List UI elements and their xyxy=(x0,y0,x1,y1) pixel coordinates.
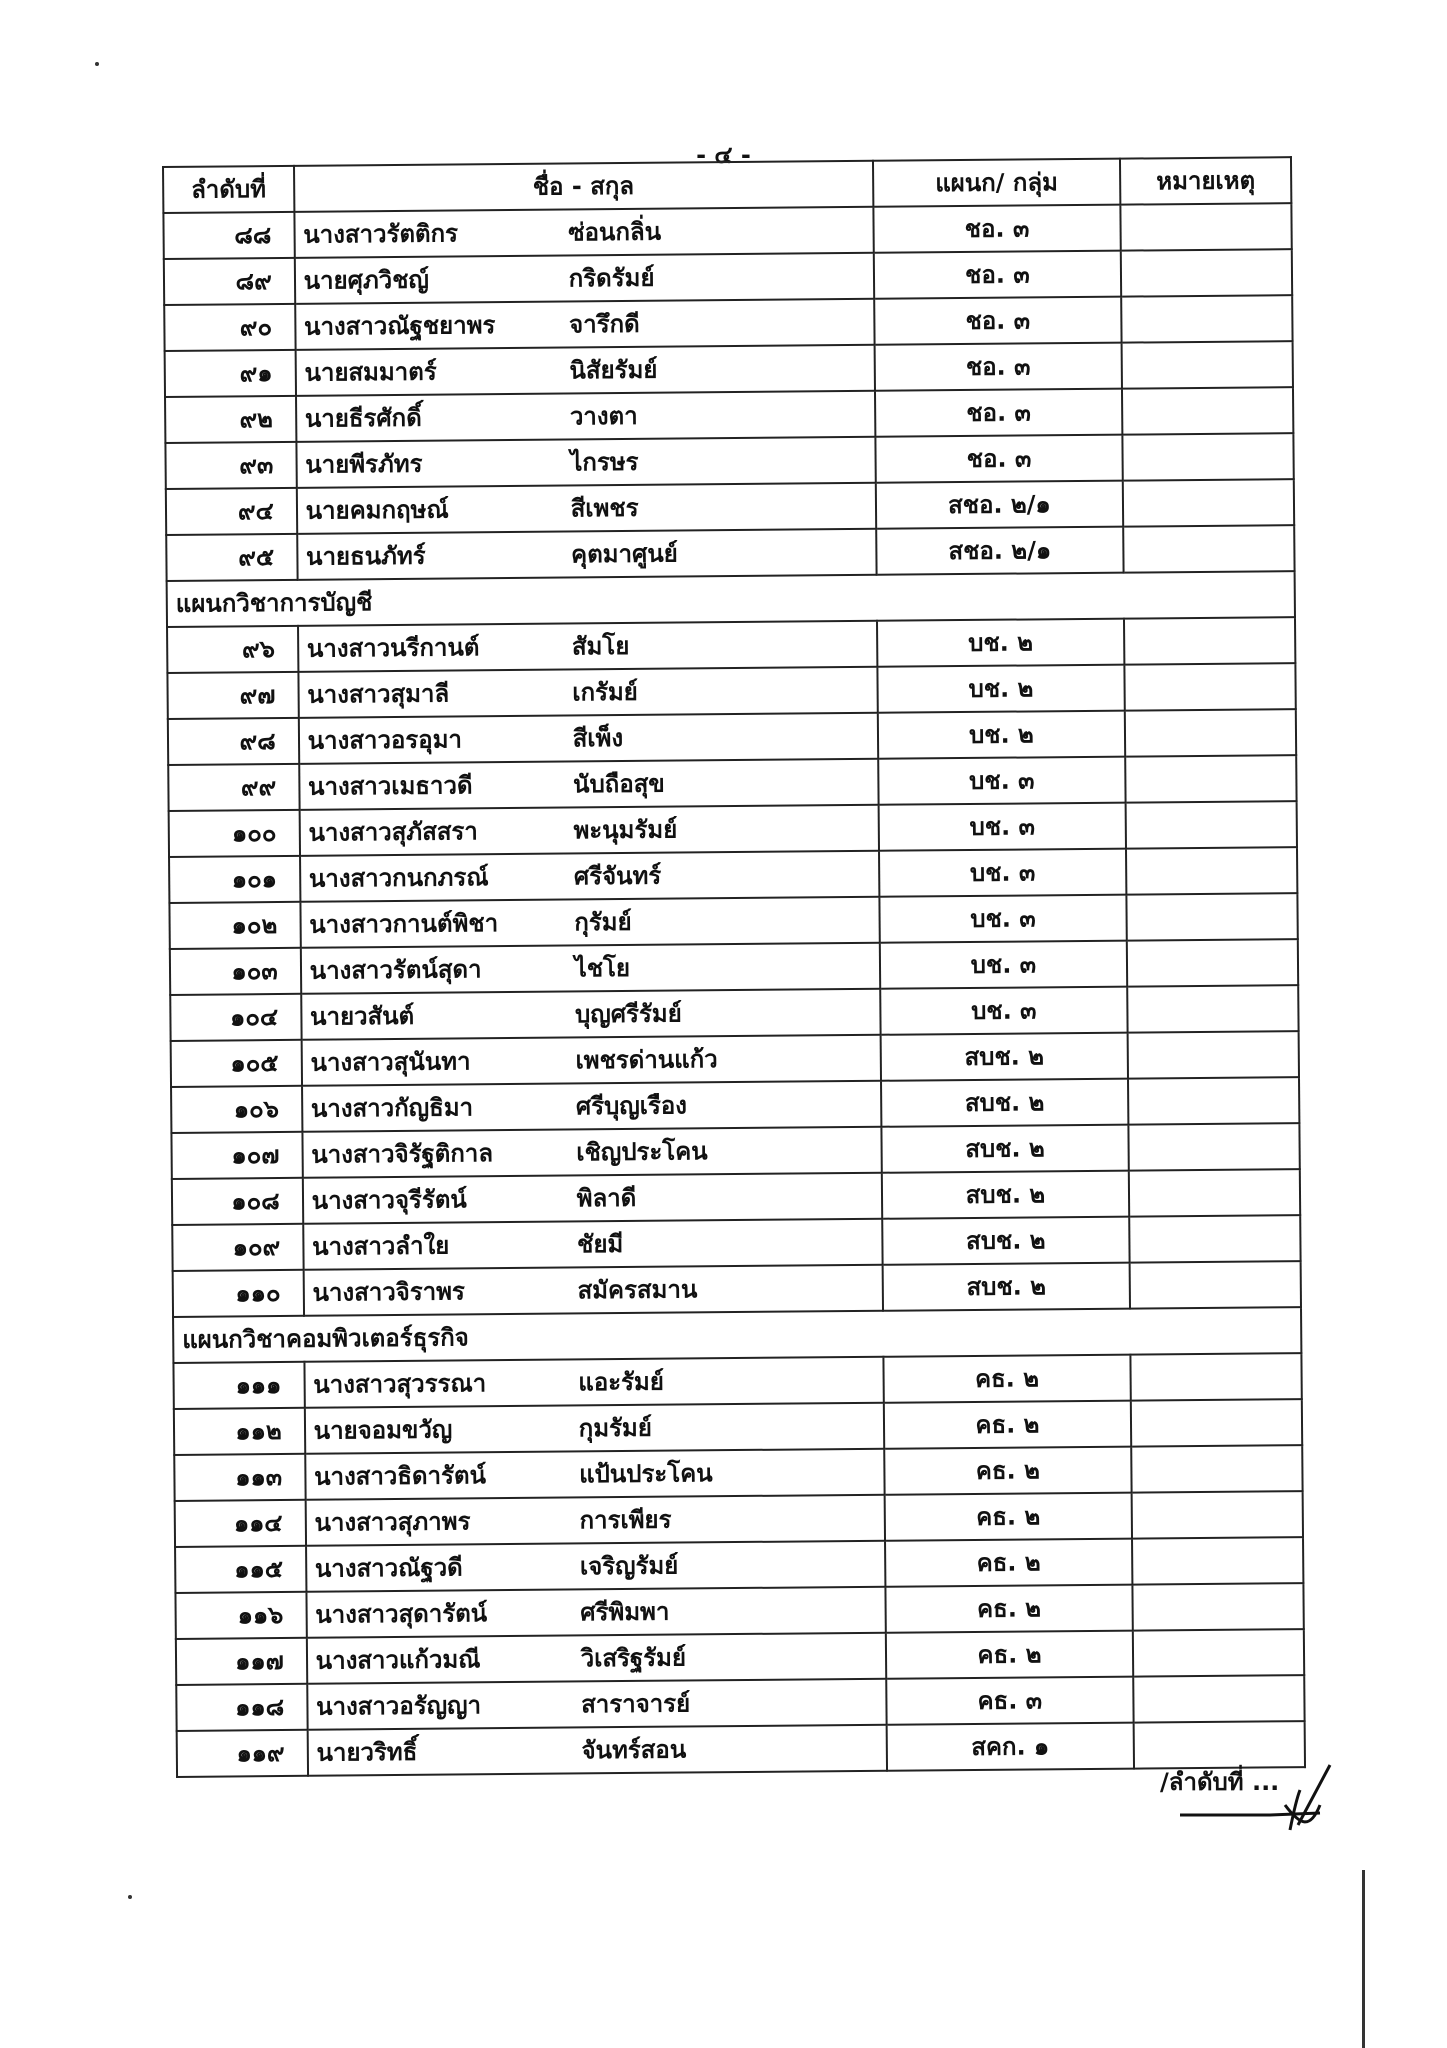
row-number: ๑๑๗ xyxy=(176,1638,307,1685)
first-name: นางสาวอรอุมา xyxy=(307,725,463,755)
last-name: วางตา xyxy=(569,401,638,431)
full-name-cell xyxy=(298,621,877,672)
group-cell: ชอ. ๓ xyxy=(875,435,1123,483)
row-number: ๙๓ xyxy=(165,442,296,489)
row-number: ๙๑ xyxy=(165,350,296,397)
group-cell: บช. ๓ xyxy=(880,987,1128,1035)
note-cell xyxy=(1126,893,1297,940)
row-number: ๑๑๕ xyxy=(175,1546,306,1593)
header-note: หมายเหตุ xyxy=(1120,157,1291,204)
first-name: นายสมมาตร์ xyxy=(304,357,437,387)
row-number: ๙๘ xyxy=(168,718,299,765)
header-name: ชื่อ - สกุล xyxy=(294,161,873,212)
group-cell: คธ. ๒ xyxy=(884,1447,1132,1495)
last-name: นิสัยรัมย์ xyxy=(569,355,658,385)
first-name: นางสาวณัฐชยาพร xyxy=(303,311,496,341)
row-number: ๙๙ xyxy=(168,764,299,811)
last-name: เจริญรัมย์ xyxy=(579,1551,679,1581)
note-cell xyxy=(1122,341,1293,388)
group-cell: คธ. ๒ xyxy=(884,1493,1132,1541)
scan-speck xyxy=(95,62,99,66)
full-name-cell xyxy=(302,1127,881,1178)
note-cell xyxy=(1126,801,1297,848)
row-number: ๑๑๒ xyxy=(174,1408,305,1455)
full-name-cell xyxy=(296,437,875,488)
note-cell xyxy=(1123,525,1294,572)
full-name-cell xyxy=(295,345,874,396)
header-group: แผนก/ กลุ่ม xyxy=(873,159,1121,207)
note-cell xyxy=(1133,1629,1304,1676)
last-name: สาราจารย์ xyxy=(581,1689,691,1719)
group-cell: บช. ๒ xyxy=(877,619,1125,667)
row-number: ๘๘ xyxy=(163,212,294,259)
group-cell: ชอ. ๓ xyxy=(875,389,1123,437)
first-name: นางสาวจุรีรัตน์ xyxy=(311,1185,467,1215)
full-name-cell xyxy=(299,713,878,764)
last-name: สมัครสมาน xyxy=(577,1275,698,1305)
group-cell: บช. ๓ xyxy=(879,895,1127,943)
row-number: ๑๐๖ xyxy=(171,1086,302,1133)
group-cell: บช. ๓ xyxy=(878,803,1126,851)
row-number: ๙๐ xyxy=(164,304,295,351)
note-cell xyxy=(1126,847,1297,894)
first-name: นางสาวสุวรรณา xyxy=(313,1369,487,1399)
note-cell xyxy=(1128,1077,1299,1124)
last-name: สัมโย xyxy=(571,631,630,661)
row-number: ๑๑๑ xyxy=(173,1362,304,1409)
row-number: ๙๔ xyxy=(166,488,297,535)
last-name: คุตมาศูนย์ xyxy=(570,539,678,569)
last-name: ศรีพิมพา xyxy=(580,1597,670,1627)
last-name: นับถือสุข xyxy=(572,769,665,799)
row-number: ๑๐๔ xyxy=(170,994,301,1041)
note-cell xyxy=(1132,1537,1303,1584)
row-number: ๑๑๖ xyxy=(175,1592,306,1639)
group-cell: ชอ. ๓ xyxy=(873,205,1121,253)
full-name-cell xyxy=(300,851,879,902)
full-name-cell xyxy=(298,667,877,718)
group-cell: สบช. ๒ xyxy=(882,1171,1130,1219)
full-name-cell xyxy=(296,391,875,442)
row-number: ๑๑๔ xyxy=(175,1500,306,1547)
last-name: จันทร์สอน xyxy=(581,1735,687,1765)
table-row xyxy=(177,1721,1305,1777)
row-number: ๑๑๓ xyxy=(174,1454,305,1501)
first-name: นางสาวสุนันทา xyxy=(310,1047,471,1077)
first-name: นายศุภวิชญ์ xyxy=(303,265,430,295)
first-name: นายธนภัทร์ xyxy=(305,541,426,571)
note-cell xyxy=(1129,1169,1300,1216)
group-cell: คธ. ๒ xyxy=(884,1401,1132,1449)
full-name-cell xyxy=(306,1541,885,1592)
last-name: เกรัมย์ xyxy=(572,677,638,707)
group-cell: บช. ๓ xyxy=(879,849,1127,897)
last-name: สีเพ็ง xyxy=(572,723,624,753)
continued-note: /ลำดับที่ ... xyxy=(1160,1768,1280,1796)
first-name: นางสาวแก้วมณี xyxy=(315,1645,481,1675)
note-cell xyxy=(1131,1445,1302,1492)
last-name: พะนุมรัมย์ xyxy=(573,815,678,845)
note-cell xyxy=(1129,1215,1300,1262)
full-name-cell xyxy=(305,1449,884,1500)
first-name: นางสาวสุภัสสรา xyxy=(308,817,478,847)
group-cell: บช. ๒ xyxy=(878,711,1126,759)
row-number: ๑๐๘ xyxy=(172,1178,303,1225)
group-cell: บช. ๓ xyxy=(880,941,1128,989)
note-cell xyxy=(1131,1399,1302,1446)
signature xyxy=(1170,1745,1350,1855)
row-number: ๑๐๑ xyxy=(169,856,300,903)
group-cell: สบช. ๒ xyxy=(881,1079,1129,1127)
group-cell: ชอ. ๓ xyxy=(874,251,1122,299)
note-cell xyxy=(1124,617,1295,664)
note-cell xyxy=(1132,1491,1303,1538)
note-cell xyxy=(1127,939,1298,986)
last-name: กุมรัมย์ xyxy=(578,1413,652,1443)
full-name-cell xyxy=(303,1173,882,1224)
first-name: นางสาวธิดารัตน์ xyxy=(314,1461,487,1491)
row-number: ๙๖ xyxy=(167,626,298,673)
group-cell: สบช. ๒ xyxy=(880,1033,1128,1081)
last-name: ไกรษร xyxy=(570,447,639,477)
row-number: ๘๙ xyxy=(164,258,295,305)
first-name: นางสาวเมธาวดี xyxy=(307,771,473,801)
first-name: นางสาวลำใย xyxy=(312,1231,450,1261)
full-name-cell xyxy=(307,1679,886,1730)
group-cell: สคก. ๑ xyxy=(886,1723,1134,1771)
group-cell: สบช. ๒ xyxy=(882,1217,1130,1265)
full-name-cell xyxy=(297,529,876,580)
first-name: นายพีรภัทร xyxy=(305,449,423,479)
group-cell: คธ. ๒ xyxy=(883,1355,1131,1403)
last-name: จารึกดี xyxy=(568,309,640,339)
row-number: ๑๐๓ xyxy=(170,948,301,995)
first-name: นางสาวสุภาพร xyxy=(314,1507,471,1537)
last-name: ไชโย xyxy=(574,953,631,983)
full-name-cell xyxy=(301,1035,880,1086)
group-cell: คธ. ๒ xyxy=(886,1631,1134,1679)
note-cell xyxy=(1133,1675,1304,1722)
note-cell xyxy=(1120,203,1291,250)
last-name: กริดรัมย์ xyxy=(568,263,655,293)
row-number: ๙๒ xyxy=(165,396,296,443)
row-number: ๙๕ xyxy=(166,534,297,581)
first-name: นางสาวรัตน์สุดา xyxy=(309,955,482,985)
group-cell: ชอ. ๓ xyxy=(874,343,1122,391)
note-cell xyxy=(1128,1123,1299,1170)
first-name: นายคมกฤษณ์ xyxy=(305,495,449,525)
first-name: นางสาวจิราพร xyxy=(312,1277,465,1307)
row-number: ๑๑๐ xyxy=(173,1270,304,1317)
full-name-cell xyxy=(305,1403,884,1454)
last-name: การเพียร xyxy=(579,1505,672,1535)
last-name: แป้นประโคน xyxy=(578,1459,713,1489)
last-name: ซ่อนกลิ่น xyxy=(568,217,662,247)
row-number: ๑๑๘ xyxy=(176,1684,307,1731)
group-cell: ชอ. ๓ xyxy=(874,297,1122,345)
first-name: นายวสันต์ xyxy=(309,1001,415,1031)
full-name-cell xyxy=(303,1265,882,1316)
row-number: ๑๐๙ xyxy=(172,1224,303,1271)
note-cell xyxy=(1130,1353,1301,1400)
section-title: แผนกวิชาคอมพิวเตอร์ธุรกิจ xyxy=(173,1307,1301,1363)
scan-edge-mark xyxy=(1362,1870,1365,2048)
full-name-cell xyxy=(301,989,880,1040)
note-cell xyxy=(1121,295,1292,342)
note-cell xyxy=(1130,1261,1301,1308)
row-number: ๑๐๕ xyxy=(171,1040,302,1087)
full-name-cell xyxy=(295,299,874,350)
group-cell: คธ. ๒ xyxy=(885,1585,1133,1633)
header-no: ลำดับที่ xyxy=(163,166,294,213)
note-cell xyxy=(1128,1031,1299,1078)
note-cell xyxy=(1122,387,1293,434)
group-cell: สบช. ๒ xyxy=(882,1263,1130,1311)
full-name-cell xyxy=(307,1633,886,1684)
row-number: ๑๑๙ xyxy=(177,1730,308,1777)
note-cell xyxy=(1125,755,1296,802)
section-title: แผนกวิชาการบัญชี xyxy=(167,571,1295,627)
group-cell: คธ. ๒ xyxy=(885,1539,1133,1587)
full-name-cell xyxy=(294,253,873,304)
note-cell xyxy=(1122,433,1293,480)
note-cell xyxy=(1123,479,1294,526)
full-name-cell xyxy=(302,1081,881,1132)
first-name: นายธีรศักดิ์ xyxy=(304,403,422,433)
first-name: นางสาวกนกภรณ์ xyxy=(308,863,489,893)
full-name-cell xyxy=(300,897,879,948)
full-name-cell xyxy=(307,1725,886,1776)
row-number: ๑๐๐ xyxy=(169,810,300,857)
group-cell: สบช. ๒ xyxy=(881,1125,1129,1173)
row-number: ๑๐๒ xyxy=(169,902,300,949)
row-number: ๑๐๗ xyxy=(171,1132,302,1179)
first-name: นางสาวนรีกานต์ xyxy=(306,633,480,663)
note-cell xyxy=(1127,985,1298,1032)
full-name-cell xyxy=(306,1587,885,1638)
first-name: นางสาวอรัญญา xyxy=(316,1691,482,1721)
first-name: นางสาวจิรัฐติกาล xyxy=(311,1139,494,1169)
note-cell xyxy=(1125,709,1296,756)
first-name: นางสาวสุมาลี xyxy=(307,679,450,709)
group-cell: สชอ. ๒/๑ xyxy=(876,481,1124,529)
first-name: นางสาวรัตติกร xyxy=(303,219,459,249)
note-cell xyxy=(1132,1583,1303,1630)
first-name: นางสาวกานต์พิชา xyxy=(309,909,499,939)
last-name: วิเสริฐรัมย์ xyxy=(580,1643,687,1673)
first-name: นางสาวสุดารัตน์ xyxy=(315,1599,488,1629)
group-cell: คธ. ๓ xyxy=(886,1677,1134,1725)
last-name: เพชรด่านแก้ว xyxy=(575,1045,718,1075)
first-name: นางสาวกัญธิมา xyxy=(310,1093,474,1123)
note-cell xyxy=(1121,249,1292,296)
full-name-cell xyxy=(301,943,880,994)
last-name: ชัยมี xyxy=(576,1230,624,1259)
note-cell xyxy=(1124,663,1295,710)
last-name: พิลาดี xyxy=(576,1183,637,1213)
last-name: เชิญประโคน xyxy=(576,1137,708,1167)
full-name-cell xyxy=(299,805,878,856)
full-name-cell xyxy=(297,483,876,534)
full-name-cell xyxy=(299,759,878,810)
group-cell: สชอ. ๒/๑ xyxy=(876,527,1124,575)
full-name-cell xyxy=(294,207,873,258)
full-name-cell xyxy=(304,1357,883,1408)
last-name: ศรีจันทร์ xyxy=(573,861,662,891)
last-name: ศรีบุญเรือง xyxy=(575,1091,688,1121)
scan-speck xyxy=(128,1895,132,1899)
group-cell: บช. ๓ xyxy=(878,757,1126,805)
last-name: สีเพชร xyxy=(570,493,639,523)
row-number: ๙๗ xyxy=(167,672,298,719)
student-roster-table xyxy=(162,156,1306,1778)
table-body xyxy=(163,203,1305,1777)
group-cell: บช. ๒ xyxy=(877,665,1125,713)
first-name: นายวริทธิ์ xyxy=(316,1737,418,1767)
full-name-cell xyxy=(305,1495,884,1546)
first-name: นางสาวณัฐวดี xyxy=(314,1553,463,1583)
page-number: - ๔ - xyxy=(696,141,751,169)
first-name: นายจอมขวัญ xyxy=(313,1415,453,1445)
last-name: กุรัมย์ xyxy=(574,907,632,937)
last-name: บุญศรีรัมย์ xyxy=(574,999,682,1029)
last-name: แอะรัมย์ xyxy=(578,1367,664,1397)
full-name-cell xyxy=(303,1219,882,1270)
